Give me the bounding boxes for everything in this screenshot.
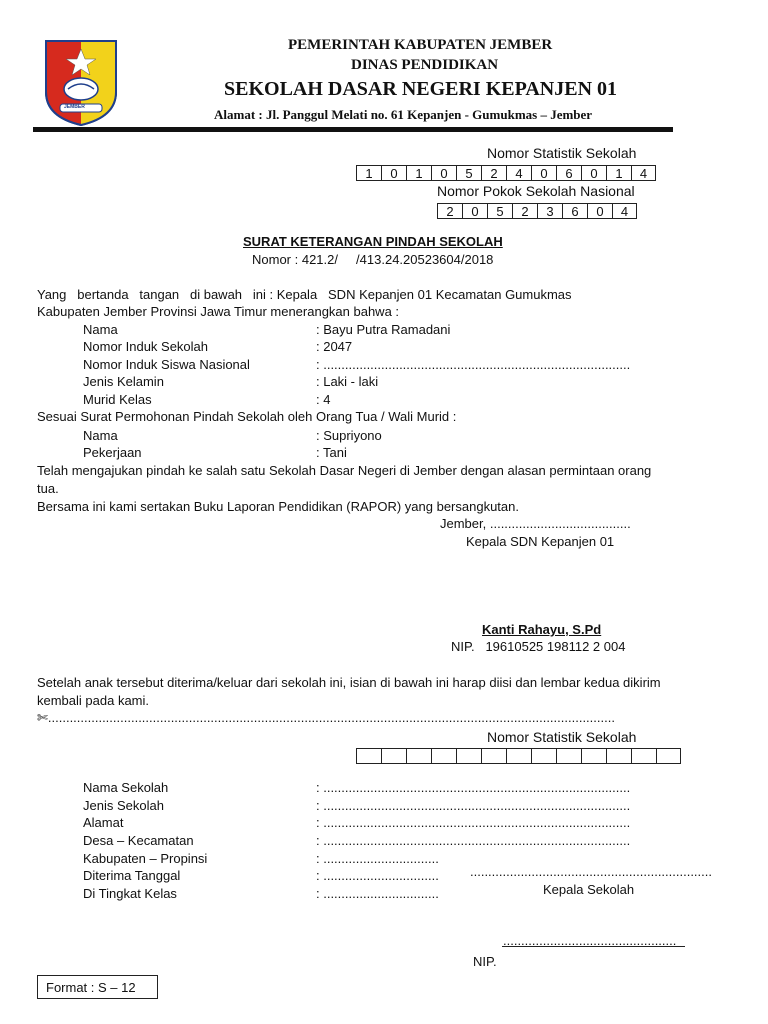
- student-nis-label: Nomor Induk Sekolah: [83, 339, 209, 354]
- nss-digit-box: 4: [631, 165, 656, 181]
- nss-digit-box: 4: [506, 165, 531, 181]
- npsn-digit-box: 5: [487, 203, 512, 219]
- slip-village-value: : .....................................................................................: [316, 833, 631, 848]
- header-divider: [33, 127, 673, 132]
- slip-school-type-value: : .....................................................................................: [316, 798, 631, 813]
- nss-digit-box: 0: [531, 165, 556, 181]
- npsn-digit-box: 3: [537, 203, 562, 219]
- parent-name-value: : Supriyono: [316, 428, 382, 443]
- slip-nss-empty-box: [581, 748, 606, 764]
- slip-nss-empty-box: [431, 748, 456, 764]
- header-government: PEMERINTAH KABUPATEN JEMBER: [288, 37, 553, 53]
- student-nisn-label: Nomor Induk Siswa Nasional: [83, 357, 250, 372]
- slip-nss-empty-box: [531, 748, 556, 764]
- npsn-digit-box: 2: [437, 203, 462, 219]
- student-class-label: Murid Kelas: [83, 392, 152, 407]
- slip-village-label: Desa – Kecamatan: [83, 833, 194, 848]
- nss-digit-box: 0: [431, 165, 456, 181]
- parent-name-label: Nama: [83, 428, 118, 443]
- cut-line: ✄.............................................................................................................................................................: [37, 710, 615, 725]
- student-gender-value: : Laki - laki: [316, 374, 379, 389]
- header-department: DINAS PENDIDIKAN: [351, 57, 499, 73]
- slip-nss-empty-box: [556, 748, 581, 764]
- slip-nss-empty-box: [656, 748, 681, 764]
- slip-school-name-label: Nama Sekolah: [83, 780, 169, 795]
- slip-nip: NIP.: [473, 954, 497, 969]
- npsn-digit-box: 0: [462, 203, 487, 219]
- place-date: Jember, .......................................: [440, 516, 631, 531]
- slip-note-1: Setelah anak tersebut diterima/keluar dari sekolah ini, isian di bawah ini harap diisi dan lembar kedua dikirim: [37, 675, 661, 690]
- reason-line-2: tua.: [37, 481, 59, 496]
- student-class-value: : 4: [316, 392, 331, 407]
- format-code: Format : S – 12: [37, 975, 158, 999]
- slip-nss-empty-box: [381, 748, 406, 764]
- nss-digit-box: 0: [381, 165, 406, 181]
- slip-nss-empty-box: [456, 748, 481, 764]
- signer-title: Kepala SDN Kepanjen 01: [466, 534, 615, 549]
- slip-sign-name-dots: ................................................: [503, 933, 677, 948]
- npsn-digit-boxes: [437, 203, 637, 219]
- intro-line-2: Kabupaten Jember Provinsi Jawa Timur menerangkan bahwa :: [37, 304, 400, 319]
- slip-sign-dots: ...................................................................: [470, 864, 712, 879]
- nss-digit-box: 6: [556, 165, 581, 181]
- logo-lettering: JEMBER: [64, 104, 85, 110]
- slip-school-type-label: Jenis Sekolah: [83, 798, 164, 813]
- parent-intro: Sesuai Surat Permohonan Pindah Sekolah oleh Orang Tua / Wali Murid :: [37, 409, 457, 424]
- npsn-digit-box: 4: [612, 203, 637, 219]
- nss-digit-box: 1: [606, 165, 631, 181]
- student-name-value: : Bayu Putra Ramadani: [316, 322, 451, 337]
- header-address: Alamat : Jl. Panggul Melati no. 61 Kepanjen - Gumukmas – Jember: [214, 107, 593, 122]
- nss-label: Nomor Statistik Sekolah: [487, 145, 637, 161]
- slip-address-value: : .....................................................................................: [316, 815, 631, 830]
- slip-nss-empty-box: [631, 748, 656, 764]
- nss-digit-box: 0: [581, 165, 606, 181]
- slip-nss-empty-box: [506, 748, 531, 764]
- signature-line: [502, 946, 685, 947]
- slip-nss-label: Nomor Statistik Sekolah: [487, 729, 637, 745]
- slip-regency-value: : ................................: [316, 851, 439, 866]
- slip-nss-empty-box: [406, 748, 431, 764]
- npsn-digit-box: 2: [512, 203, 537, 219]
- slip-head-title: Kepala Sekolah: [543, 882, 635, 897]
- header-school-name: SEKOLAH DASAR NEGERI KEPANJEN 01: [224, 78, 618, 100]
- slip-received-date-label: Diterima Tanggal: [83, 868, 181, 883]
- signer-nip: NIP. 19610525 198112 2 004: [451, 639, 626, 654]
- nss-digit-box: 5: [456, 165, 481, 181]
- parent-job-value: : Tani: [316, 445, 347, 460]
- signer-name: Kanti Rahayu, S.Pd: [482, 622, 602, 637]
- attachment-note: Bersama ini kami sertakan Buku Laporan Pendidikan (RAPOR) yang bersangkutan.: [37, 499, 519, 514]
- nss-digit-boxes: [356, 165, 656, 181]
- slip-nss-empty-box: [481, 748, 506, 764]
- intro-line-1: Yang bertanda tangan di bawah ini : Kepala SDN Kepanjen 01 Kecamatan Gumukmas: [37, 287, 572, 302]
- slip-nss-empty-box: [356, 748, 381, 764]
- slip-grade-value: : ................................: [316, 886, 439, 901]
- student-name-label: Nama: [83, 322, 118, 337]
- nss-digit-box: 2: [481, 165, 506, 181]
- slip-grade-label: Di Tingkat Kelas: [83, 886, 177, 901]
- slip-note-2: kembali pada kami.: [37, 693, 149, 708]
- slip-regency-label: Kabupaten – Propinsi: [83, 851, 208, 866]
- npsn-label: Nomor Pokok Sekolah Nasional: [437, 183, 635, 199]
- jember-regency-logo: [42, 37, 120, 127]
- student-nis-value: : 2047: [316, 339, 353, 354]
- slip-nss-empty-box: [606, 748, 631, 764]
- slip-school-name-value: : .....................................................................................: [316, 780, 631, 795]
- reason-line-1: Telah mengajukan pindah ke salah satu Sekolah Dasar Negeri di Jember dengan alasan permintaan orang: [37, 463, 652, 478]
- nss-digit-box: 1: [356, 165, 381, 181]
- nss-digit-box: 1: [406, 165, 431, 181]
- letter-number: Nomor : 421.2/ /413.24.20523604/2018: [252, 252, 494, 267]
- student-nisn-value: : .....................................................................................: [316, 357, 631, 372]
- parent-job-label: Pekerjaan: [83, 445, 142, 460]
- student-gender-label: Jenis Kelamin: [83, 374, 164, 389]
- slip-address-label: Alamat: [83, 815, 124, 830]
- npsn-digit-box: 0: [587, 203, 612, 219]
- slip-nss-boxes: [356, 748, 681, 764]
- letter-title: SURAT KETERANGAN PINDAH SEKOLAH: [243, 234, 503, 249]
- slip-received-date-value: : ................................: [316, 868, 439, 883]
- npsn-digit-box: 6: [562, 203, 587, 219]
